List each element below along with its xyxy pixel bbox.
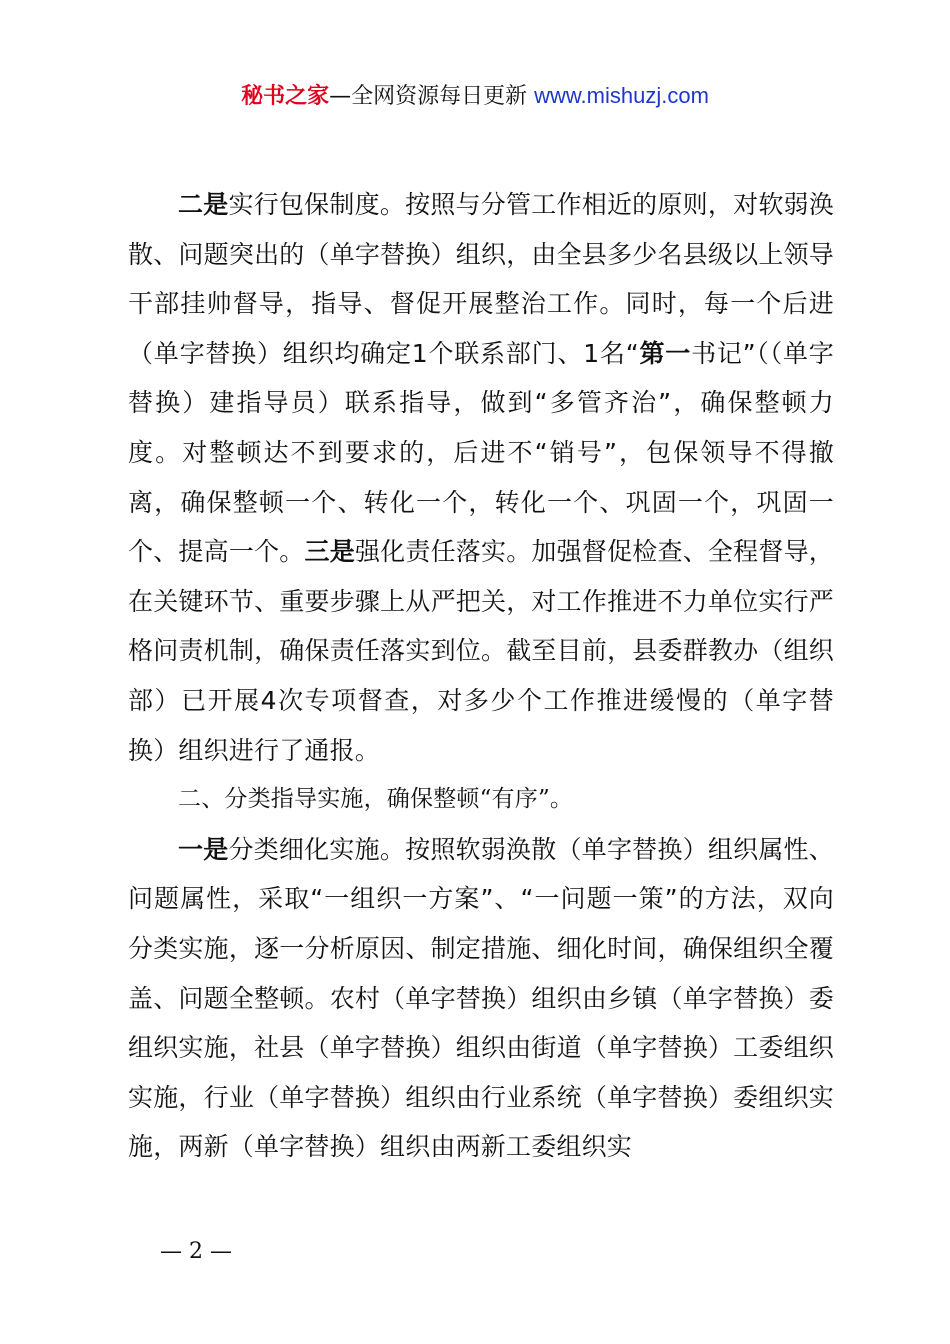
site-name: 秘书之家 xyxy=(241,84,330,109)
paragraph-text: 强化责任落实。加强督促检查、全程督导，在关键环节、重要步骤上从严把关，对工作推进不力单位实行严格问责机制，确保责任落实到位。截至目前，县委群教办（组织部）已开展4次专项督查，对多少个工作推进缓慢的（单字替换）组织进行了通报。 xyxy=(128,537,834,765)
bold-inline-text: 第一 xyxy=(638,338,692,368)
paragraph-classified-guidance xyxy=(128,825,834,1172)
document-body xyxy=(128,180,834,1172)
lead-phrase: 一是 xyxy=(178,834,229,864)
header-tagline: —全网资源每日更新 xyxy=(329,84,528,109)
page-number: — 2 — xyxy=(160,1239,232,1264)
paragraph-responsibility xyxy=(128,180,834,775)
page-header xyxy=(0,80,950,113)
paragraph-text: 书记”（（单字替换）建指导员）联系指导，做到“多管齐治”，确保整顿力度。对整顿达不到要求的，后进不“销号”，包保领导不得撤离，确保整顿一个、转化一个，转化一个、巩固一个，巩固一个、提高一个。 xyxy=(128,338,834,567)
section-heading: 二、分类指导实施，确保整顿“有序”。 xyxy=(178,786,574,813)
paragraph-text: 分类细化实施。按照软弱涣散（单字替换）组织属性、问题属性，采取“一组织一方案”、“一问题一策”的方法，双向分类实施，逐一分析原因、制定措施、细化时间，确保组织全覆盖、问题全整顿。农村（单字替换）组织由乡镇（单字替换）委组织实施，社县（单字替换）组织由街道（单字替换）工委组织实施，行业（单字替换）组织由行业系统（单字替换）委组织实施，两新（单字替换）组织由两新工委组织实 xyxy=(128,834,834,1162)
lead-phrase: 三是 xyxy=(304,537,355,567)
lead-phrase: 二是 xyxy=(178,190,229,219)
paragraph-text: 实行包保制度。按照与分管工作相近的原则，对软弱涣散、问题突出的（单字替换）组织，由全县多少名县级以上领导干部挂帅督导，指导、督促开展整治工作。同时，每一个后进（单字替换）组织均确定1个联系部门、1名“ xyxy=(128,190,834,368)
site-url-link[interactable]: www.mishuzj.com xyxy=(534,83,709,108)
